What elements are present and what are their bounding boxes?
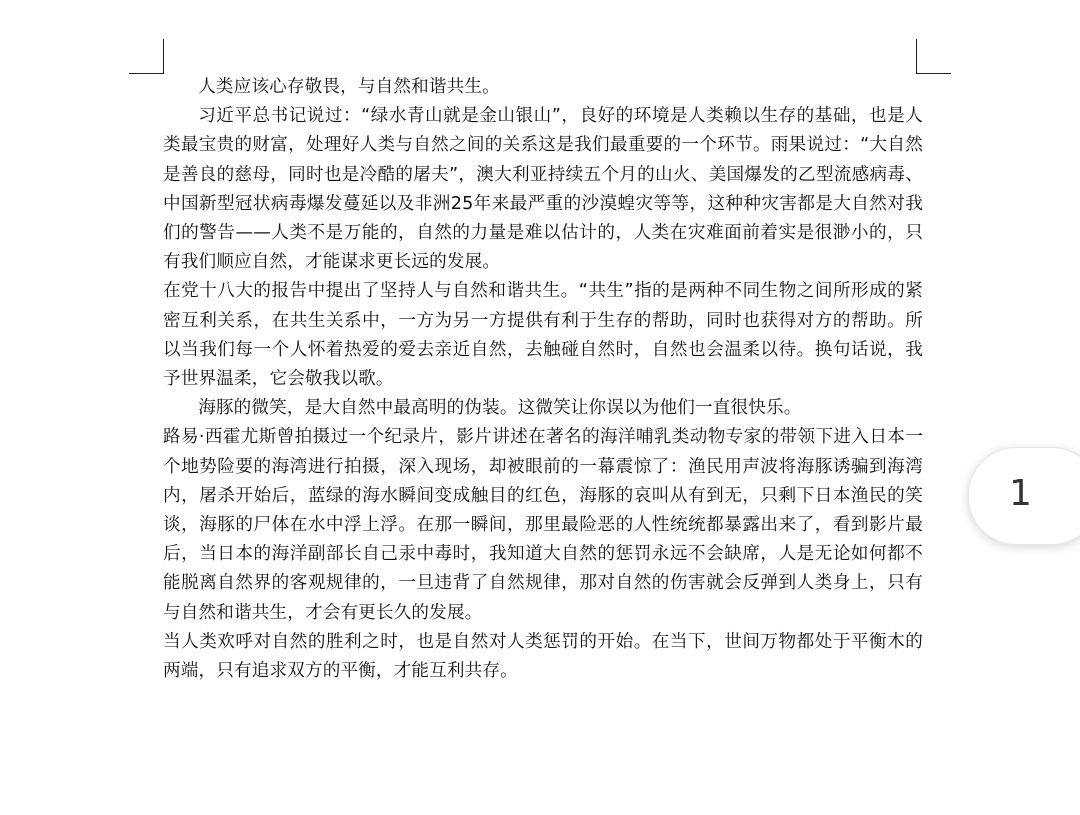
paragraph: 当人类欢呼对自然的胜利之时，也是自然对人类惩罚的开始。在当下，世间万物都处于平衡木的两端，只有追求双方的平衡，才能互利共存。	[163, 631, 923, 682]
paragraph: 路易·西霍尤斯曾拍摄过一个纪录片，影片讲述在著名的海洋哺乳类动物专家的带领下进入日本一个地势险要的海湾进行拍摄，深入现场，却被眼前的一幕震惊了：渔民用声波将海豚诱骗到海湾内，屠杀开始后，蓝绿的海水瞬间变成触目的红色，海豚的哀叫从有到无，只剩下日本渔民的笑谈，海豚的尸体在水中浮上浮。在那一瞬间，那里最险恶的人性统统都暴露出来了，看到影片最后，当日本的海洋副部长自己汞中毒时，我知道大自然的惩罚永远不会缺席，人是无论如何都不能脱离自然界的客观规律的，一旦违背了自然规律，那对自然的伤害就会反弹到人类身上，只有与自然和谐共生，才会有更长久的发展。	[163, 427, 923, 623]
margin-corner-top-left	[129, 39, 164, 74]
paragraph: 人类应该心存敬畏，与自然和谐共生。	[198, 77, 500, 97]
page-number-indicator[interactable]	[968, 447, 1080, 545]
paragraph: 在党十八大的报告中提出了坚持人与自然和谐共生。“共生”指的是两种不同生物之间所形成的紧密互利关系，在共生关系中，一方为另一方提供有利于生存的帮助，同时也获得对方的帮助。所以当我们每一个人怀着热爱的爱去亲近自然，去触碰自然时，自然也会温柔以待。换句话说，我予世界温柔，它会敬我以歌。	[163, 281, 923, 390]
margin-corner-top-right	[916, 39, 951, 74]
paragraph: 海豚的微笑，是大自然中最高明的伪装。这微笑让你误以为他们一直很快乐。	[198, 398, 802, 419]
document-body[interactable]	[163, 73, 923, 686]
page-number: 1	[1009, 473, 1032, 514]
paragraph: 习近平总书记说过：“绿水青山就是金山银山”，良好的环境是人类赖以生存的基础，也是人类最宝贵的财富，处理好人类与自然之间的关系这是我们最重要的一个环节。雨果说过：“大自然是善良的慈母，同时也是冷酷的屠夫”，澳大利亚持续五个月的山火、美国爆发的乙型流感病毒、中国新型冠状病毒爆发蔓延以及非洲25年来最严重的沙漠蝗灾等等，这种种灾害都是大自然对我们的警告——人类不是万能的，自然的力量是难以估计的，人类在灾难面前着实是很渺小的，只有我们顺应自然，才能谋求更长远的发展。	[163, 106, 923, 273]
